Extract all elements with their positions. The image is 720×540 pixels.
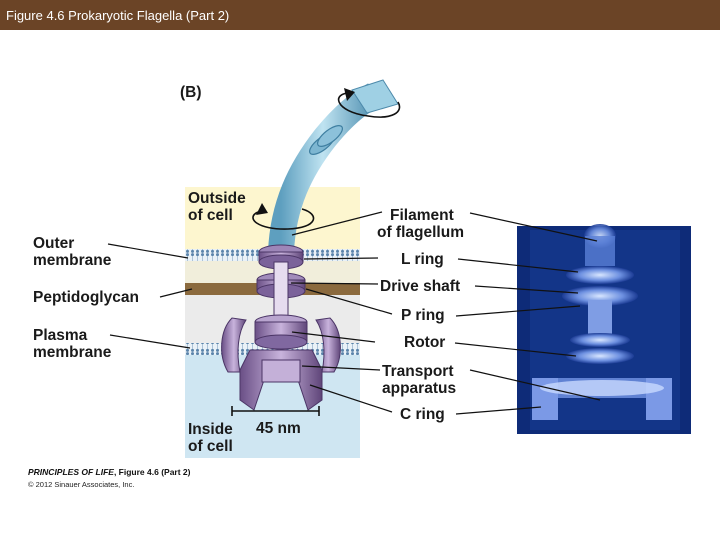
- label-drive-shaft: Drive shaft: [380, 278, 461, 295]
- label-outer-membrane: Outer membrane: [33, 235, 112, 269]
- label-p-ring: P ring: [401, 307, 445, 324]
- label-inside-of-cell: Inside of cell: [188, 421, 233, 455]
- label-l-ring: L ring: [401, 251, 444, 268]
- electron-micrograph: [517, 224, 691, 434]
- label-transport-apparatus: Transport apparatus: [382, 363, 457, 397]
- label-outside-of-cell: Outside of cell: [188, 190, 246, 224]
- label-filament: Filament of flagellum: [377, 207, 464, 241]
- label-scale: 45 nm: [256, 420, 301, 437]
- label-c-ring: C ring: [400, 406, 445, 423]
- label-plasma-membrane: Plasma membrane: [33, 327, 112, 361]
- credit-line-2: © 2012 Sinauer Associates, Inc.: [28, 480, 135, 489]
- credit-line-1: PRINCIPLES OF LIFE, Figure 4.6 (Part 2): [28, 467, 191, 477]
- slide-title: Figure 4.6 Prokaryotic Flagella (Part 2): [6, 8, 230, 23]
- panel-label: (B): [180, 84, 202, 101]
- label-rotor: Rotor: [404, 334, 446, 351]
- label-peptidoglycan: Peptidoglycan: [33, 289, 139, 306]
